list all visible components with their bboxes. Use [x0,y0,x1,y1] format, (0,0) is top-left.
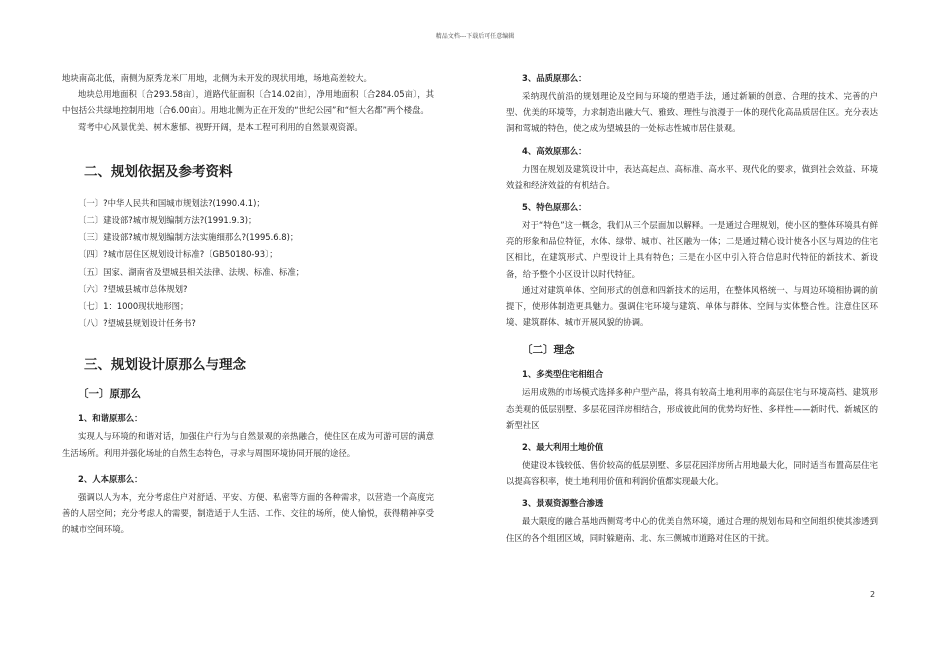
reference-item: 〔六〕?望城县城市总体规划? [78,283,188,294]
page-number: 2 [870,590,876,599]
principle-text-feature-1: 对于“特色”这一概念，我们从三个层面加以解释。一是通过合理规划，使小区的整体环境具有鲜亮的形象和品位特征，水体、绿带、城市、社区融为一体；二是通过精心设计使各小区与周边的住宅区相比，在建筑形式、户型设计上具有特色；三是在小区中引入符合信息时代特征的新技术、新设备，给予整个小区设计以时代特征。 [506,220,878,279]
principle-text-feature-2: 通过对建筑单体、空间形式的创意和四新技术的运用，在整体风格统一、与周边环境相协调的前提下，使形体制造更具魅力。强调住宅环境与建筑、单体与群体、空间与实体整合性。注意住区环境、建筑群体、城市开展风貌的协调。 [506,284,878,328]
reference-item: 〔三〕建设部?城市规划编制方法实施细那么?(1995.6.8)； [78,232,299,243]
principle-title-people: 2、人本原那么： [78,473,143,484]
principle-text-people: 强调以人为本，充分考虑住户对舒适、平安、方便、私密等方面的各种需求，以营造一个高度完善的人居空间；充分考虑人的需要，制造适于人生活、工作、交往的场所，使人愉悦，获得精神享受的城市空间环境。 [62,491,434,535]
concept-title-land-value: 2、最大利用土地价值 [522,442,604,453]
principle-title-efficiency: 4、高效原那么： [522,145,587,156]
concept-text-land-value: 使建设本钱较低、售价较高的低层别墅、多层花园洋房所占用地最大化，同时适当布置高层住宅以提高容积率，使土地利用价值和利润价值都实现最大化。 [506,460,878,487]
concept-text-housing-mix: 运用成熟的市场模式选择多种户型产品，将具有较高土地利用率的高层住宅与环境高档、建筑形态美观的低层别墅、多层花园洋房相结合，形成彼此间的优势均好性、多样性——新时代、新城区的新型社区 [506,387,878,430]
principle-text-efficiency: 力图在规划及建筑设计中，表达高起点、高标准、高水平、现代化的要求，做到社会效益、环境效益和经济效益的有机结合。 [506,163,878,190]
subsection-heading-concept: 〔二〕理念 [522,344,575,357]
reference-item: 〔五〕国家、湖南省及望城县相关法律、法规、标准、标准； [78,266,305,277]
concept-text-landscape: 最大限度的融合基地西侧莺考中心的优美自然环境，通过合理的规划布局和空间组织使其渗透到住区的各个组团区域，同时躲避南、北、东三侧城市道路对住区的干扰。 [506,516,878,543]
principle-title-harmony: 1、和谐原那么： [78,413,143,424]
reference-item: 〔二〕建设部?城市规划编制方法?(1991.9.3)； [78,215,257,226]
area-description: 地块总用地面积〔合293.58亩〕，道路代征面积〔合14.02亩〕，净用地面积〔合284.05亩〕，其中包括公共绿地控制用地〔合6.00亩〕。用地北侧为正在开发的“世纪公园”和“恒大名都”两个楼盘。 [62,89,434,116]
reference-item: 〔一〕?中华人民共和国城市规划法?(1990.4.1)； [78,197,265,208]
subsection-heading-principles: 〔一〕原那么 [78,388,141,401]
reference-item: 〔四〕?城市居住区规划设计标准?〔GB50180-93〕； [78,249,278,260]
principle-title-quality: 3、品质原那么： [522,73,587,83]
landscape-description: 莺考中心风景优美、树木葱郁、视野开阔，是本工程可利用的自然景观资源。 [78,121,363,132]
right-column [506,70,878,546]
reference-item: 〔八〕?望城县规划设计任务书? [78,318,196,329]
left-column [62,70,434,537]
reference-list [62,195,434,333]
page-header: 精品文档---下载后可任意编辑 [435,33,515,40]
concept-title-housing-mix: 1、多类型住宅相组合 [522,369,604,380]
principle-text-quality: 采纳现代前沿的规划理论及空间与环境的塑造手法，通过新颖的创意、合理的技术、完善的户型、优美的环境等，力求制造出融大气、雅致、理性与浪漫于一体的现代化高品质居住区。充分表达洞和莺城的特色，使之成为望城县的一处标志性城市居住景观。 [506,91,878,134]
principle-title-feature: 5、特色原那么： [522,202,587,213]
section-heading-principles: 三、规划设计原那么与理念 [84,357,246,374]
site-description: 地块南高北低，南侧为原秀龙米厂用地，北侧为未开发的现状用地，场地高差较大。 [62,73,372,83]
reference-item: 〔七〕1：1000现状地形图； [78,301,189,312]
section-heading-basis: 二、规划依据及参考资料 [84,163,233,180]
principle-text-harmony: 实现人与环境的和谐对话，加强住户行为与自然景观的亲热融合，使住区在成为可游可居的满意生活场所。利用并强化场址的自然生态特色，寻求与周围环境协同开展的途径。 [62,431,434,458]
concept-title-landscape: 3、景观资源整合渗透 [522,498,604,509]
